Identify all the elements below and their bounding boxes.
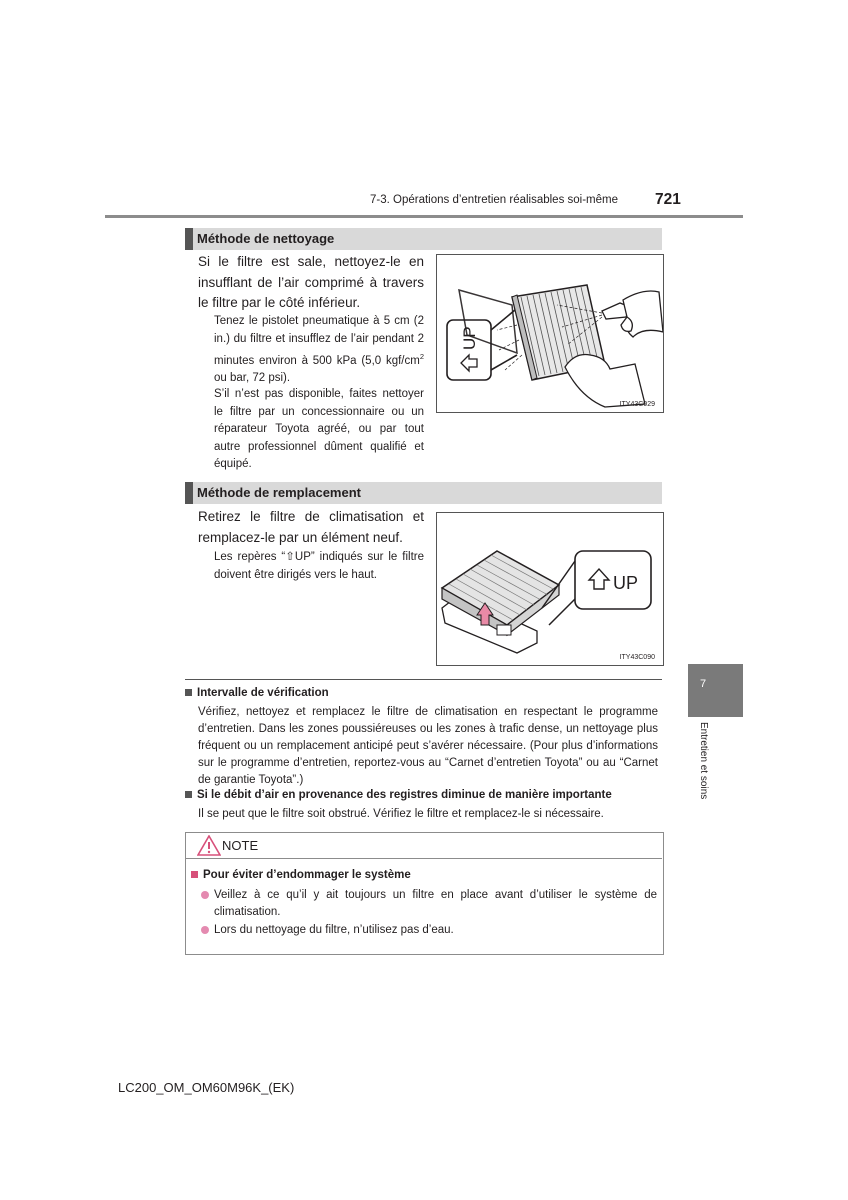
note-heading (191, 869, 411, 881)
note-bullet-1 (201, 887, 657, 921)
filter-insertion-illustration (437, 513, 663, 665)
airflow-text: Il se peut que le filtre soit obstrué. Vérifiez le filtre et remplacez-le si nécessaire. (198, 808, 604, 820)
cleaning-lead: Si le filtre est sale, nettoyez-le en insufflant de l’air comprimé à travers le filtre par le côté inférieur. (198, 254, 424, 310)
heading-bar (185, 228, 193, 250)
document-code: LC200_OM_OM60M96K_(EK) (118, 1080, 295, 1095)
note-title: NOTE (222, 838, 259, 853)
figure-code-replacement: ITY43C090 (619, 654, 655, 661)
chapter-number: 7 (700, 678, 707, 690)
replacement-heading-text: Méthode de remplacement (197, 485, 361, 500)
note-bullet-2 (201, 922, 657, 939)
replacement-detail: Les repères “⇧UP” indiqués sur le filtre doivent être dirigés vers le haut. (214, 551, 424, 581)
square-bullet-icon (185, 689, 192, 696)
hand-with-air-gun (602, 291, 663, 337)
up-callout (447, 290, 517, 380)
up-label-replacement: UP (613, 573, 639, 593)
cleaning-heading-text: Méthode de nettoyage (197, 231, 335, 246)
cleaning-detail-2: S’il n’est pas disponible, faites nettoyer le filtre par un concessionnaire ou un réparateur Toyota agréé, ou par tout autre professionnel dûment qualifié et équipé. (214, 388, 424, 470)
cleaning-detail-part1: Tenez le pistolet pneumatique à 5 cm (2 in.) du filtre et insufflez de l’air pendant 2 minutes environ à 500 kPa (5,0 kgf/cm (214, 315, 424, 367)
note-bullet-2-text: Lors du nettoyage du filtre, n’utilisez pas d’eau. (214, 924, 454, 936)
square-bullet-icon (185, 791, 192, 798)
replacement-figure (436, 512, 664, 666)
interval-heading (185, 687, 329, 699)
warning-triangle-icon (197, 835, 221, 861)
hand-holding-filter (565, 355, 645, 408)
bullet-dot-icon (201, 891, 209, 899)
section-title: 7-3. Opérations d’entretien réalisables soi-même (370, 194, 619, 206)
chapter-label: Entretien et soins (698, 722, 709, 800)
interval-text: Vérifiez, nettoyez et remplacez le filtre de climatisation en respectant le programme d’entretien. Dans les zones poussiéreuses ou les zones à trafic dense, un nettoyage plus fréquent ou un remplacement anticipé peut s’avérer nécessaire. (Pour plus d’informations sur le programme d’entretien, reportez-vous au “Carnet d’entretien Toyota” ou au “Carnet de garantie Toyota”.) (198, 706, 658, 786)
cleaning-detail (214, 313, 424, 388)
note-bullet-1-text: Veillez à ce qu’il y ait toujours un filtre en place avant d’utiliser le système de climatisation. (214, 889, 657, 918)
notes-divider (185, 679, 662, 680)
replacement-heading (185, 482, 662, 504)
header-rule (105, 215, 743, 218)
heading-bar (185, 482, 193, 504)
figure-code-cleaning: ITY43C029 (619, 401, 655, 408)
square-bullet-icon (191, 871, 198, 878)
airflow-heading-text: Si le débit d’air en provenance des registres diminue de manière importante (197, 789, 612, 801)
note-heading-text: Pour éviter d’endommager le système (203, 869, 411, 881)
air-gun-illustration (437, 255, 663, 412)
interval-heading-text: Intervalle de vérification (197, 687, 329, 699)
airflow-heading (185, 789, 612, 801)
up-label-cleaning: UP (460, 326, 479, 350)
bullet-dot-icon (201, 926, 209, 934)
cleaning-detail-sup: 2 (419, 352, 424, 361)
page-number: 721 (655, 191, 681, 208)
replacement-lead: Retirez le filtre de climatisation et remplacez-le par un élément neuf. (198, 509, 424, 545)
cleaning-heading (185, 228, 662, 250)
cleaning-detail-part2: ou bar, 72 psi). (214, 372, 291, 385)
chapter-tab (688, 664, 743, 717)
cleaning-figure (436, 254, 664, 413)
